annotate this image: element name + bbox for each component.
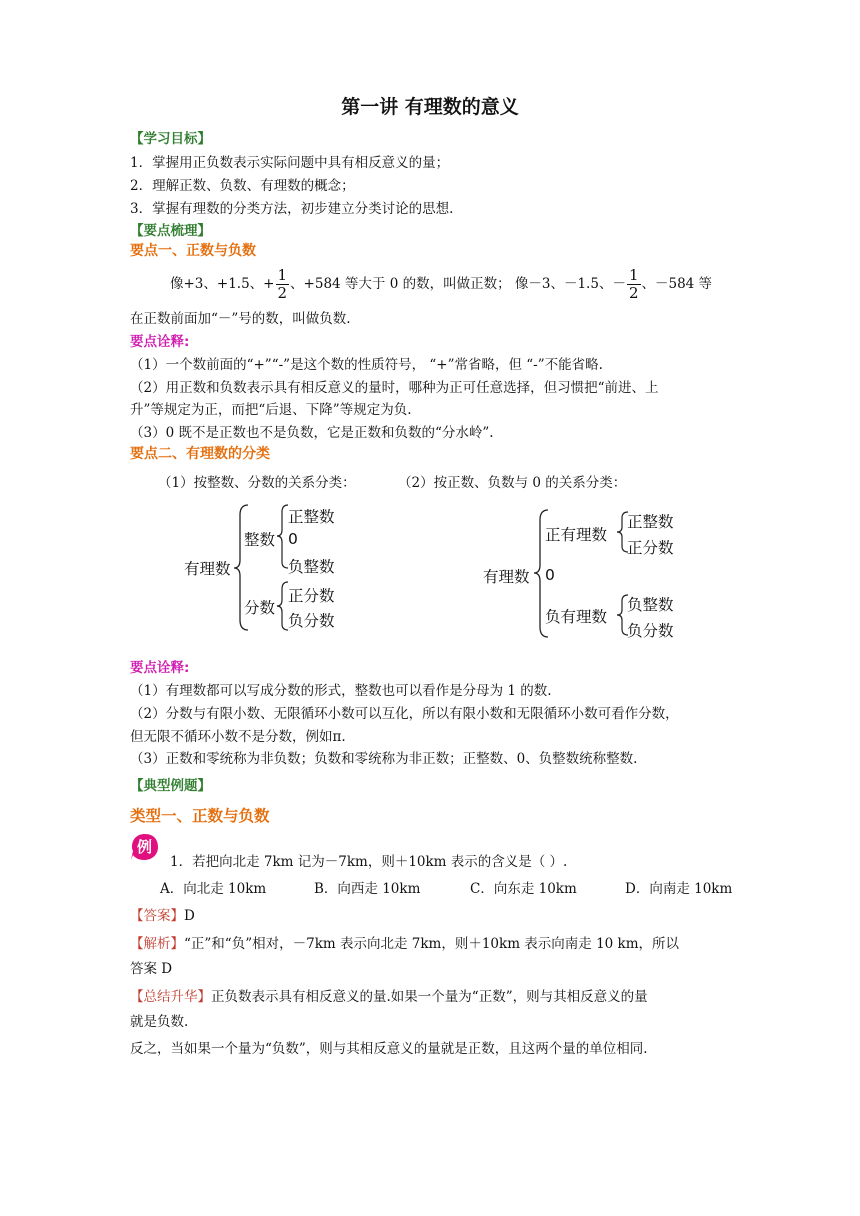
- summary-text-cont: 反之，当如果一个量为“负数”，则与其相反意义的量就是正数，且这两个量的单位相同.: [130, 1041, 648, 1057]
- summary-line: [130, 985, 648, 1005]
- tree-negative-rational: 负有理数: [545, 608, 608, 626]
- note-item: 升”等规定为正，而把“后退、下降”等规定为负.: [130, 402, 412, 418]
- note-item: 但无限不循环小数不是分数，例如π.: [130, 729, 346, 745]
- note-item: （2）分数与有限小数、无限循环小数可以互化，所以有限小数和无限循环小数可看作分数，: [130, 706, 679, 722]
- goal-item: 2．理解正数、负数、有理数的概念；: [130, 178, 355, 194]
- option-d: D．向南走 10km: [625, 881, 733, 897]
- point1-negative-def: 在正数前面加“－”号的数，叫做负数.: [130, 311, 351, 327]
- analysis-text-cont: 答案 D: [130, 961, 173, 977]
- positive-examples: 像+3、+1.5、+: [170, 276, 275, 292]
- note-item: （1）一个数前面的“+”“-”是这个数的性质符号， “+”常省略，但 “-”不能省略.: [130, 357, 603, 373]
- option-c: C．向东走 10km: [470, 881, 577, 897]
- summary-text-cont: 就是负数.: [130, 1014, 189, 1030]
- option-b: B．向西走 10km: [314, 881, 421, 897]
- note-item: （3）0 既不是正数也不是负数，它是正数和负数的“分水岭”.: [130, 425, 494, 441]
- note-item: （1）有理数都可以写成分数的形式，整数也可以看作是分母为 1 的数.: [130, 683, 552, 699]
- tree-positive-fraction: 正分数: [288, 587, 335, 605]
- goal-item: 1．掌握用正负数表示实际问题中具有相反意义的量；: [130, 155, 450, 171]
- frac-denominator: 2: [277, 284, 288, 302]
- tree-integer: 整数: [244, 531, 276, 549]
- point2-note-header: 要点诠释:: [130, 660, 190, 676]
- left-classification-caption: （1）按整数、分数的关系分类：: [158, 475, 356, 491]
- goal-item: 3．掌握有理数的分类方法，初步建立分类讨论的思想.: [130, 201, 454, 217]
- example-badge-icon: [130, 832, 160, 862]
- type1-header: 类型一、正数与负数: [130, 807, 270, 825]
- example-badge-label: 例: [137, 838, 153, 856]
- answer-value: D: [184, 908, 195, 924]
- point1-definition-line: [170, 264, 712, 304]
- note-item: （2）用正数和负数表示具有相反意义的量时，哪种为正可任意选择，但习惯把“前进、上: [130, 380, 659, 396]
- tree-positive-integer: 正整数: [627, 513, 674, 531]
- tree-positive-fraction: 正分数: [627, 539, 674, 557]
- review-header: 【要点梳理】: [130, 223, 211, 239]
- tree-zero: 0: [288, 530, 298, 548]
- page-title: 第一讲 有理数的意义: [341, 96, 519, 118]
- answer-line: [130, 904, 195, 924]
- tree-root: 有理数: [483, 568, 530, 586]
- tree-negative-integer: 负整数: [627, 596, 674, 614]
- tree-fraction: 分数: [244, 599, 276, 617]
- frac-numerator: 1: [277, 266, 288, 284]
- point2-header: 要点二、有理数的分类: [130, 446, 270, 462]
- tree-negative-fraction: 负分数: [627, 622, 674, 640]
- point1-header: 要点一、正数与负数: [130, 243, 256, 259]
- tree-negative-integer: 负整数: [288, 558, 335, 576]
- example-question: 1．若把向北走 7km 记为－7km，则＋10km 表示的含义是（ ）.: [170, 854, 568, 870]
- right-classification-caption: （2）按正数、负数与 0 的关系分类：: [398, 475, 627, 491]
- answer-label: 【答案】: [130, 908, 184, 924]
- summary-label: 【总结升华】: [130, 989, 211, 1005]
- point1-note-header: 要点诠释:: [130, 334, 190, 350]
- fraction-one-half: [627, 267, 641, 302]
- analysis-text: “正”和“负”相对，－7km 表示向北走 7km，则＋10km 表示向南走 10 km，所以: [184, 936, 680, 952]
- analysis-label: 【解析】: [130, 936, 184, 952]
- frac-numerator: 1: [628, 266, 639, 284]
- tree-positive-rational: 正有理数: [545, 526, 608, 544]
- option-a: A．向北走 10km: [160, 881, 267, 897]
- negative-examples: 、+584 等大于 0 的数，叫做正数； 像－3、－1.5、－: [290, 276, 626, 292]
- summary-text: 正负数表示具有相反意义的量.如果一个量为“正数”，则与其相反意义的量: [211, 989, 648, 1005]
- note-item: （3）正数和零统称为非负数；负数和零统称为非正数；正整数、0、负整数统称整数.: [130, 751, 638, 767]
- frac-denominator: 2: [628, 284, 639, 302]
- tree-root: 有理数: [184, 560, 231, 578]
- goals-header: 【学习目标】: [130, 131, 211, 147]
- negative-examples-tail: 、－584 等: [641, 276, 713, 292]
- fraction-one-half: [276, 267, 290, 302]
- tree-positive-integer: 正整数: [288, 508, 335, 526]
- analysis-line: [130, 932, 679, 952]
- tree-negative-fraction: 负分数: [288, 612, 335, 630]
- examples-header: 【典型例题】: [130, 778, 211, 794]
- tree-zero: 0: [545, 566, 555, 584]
